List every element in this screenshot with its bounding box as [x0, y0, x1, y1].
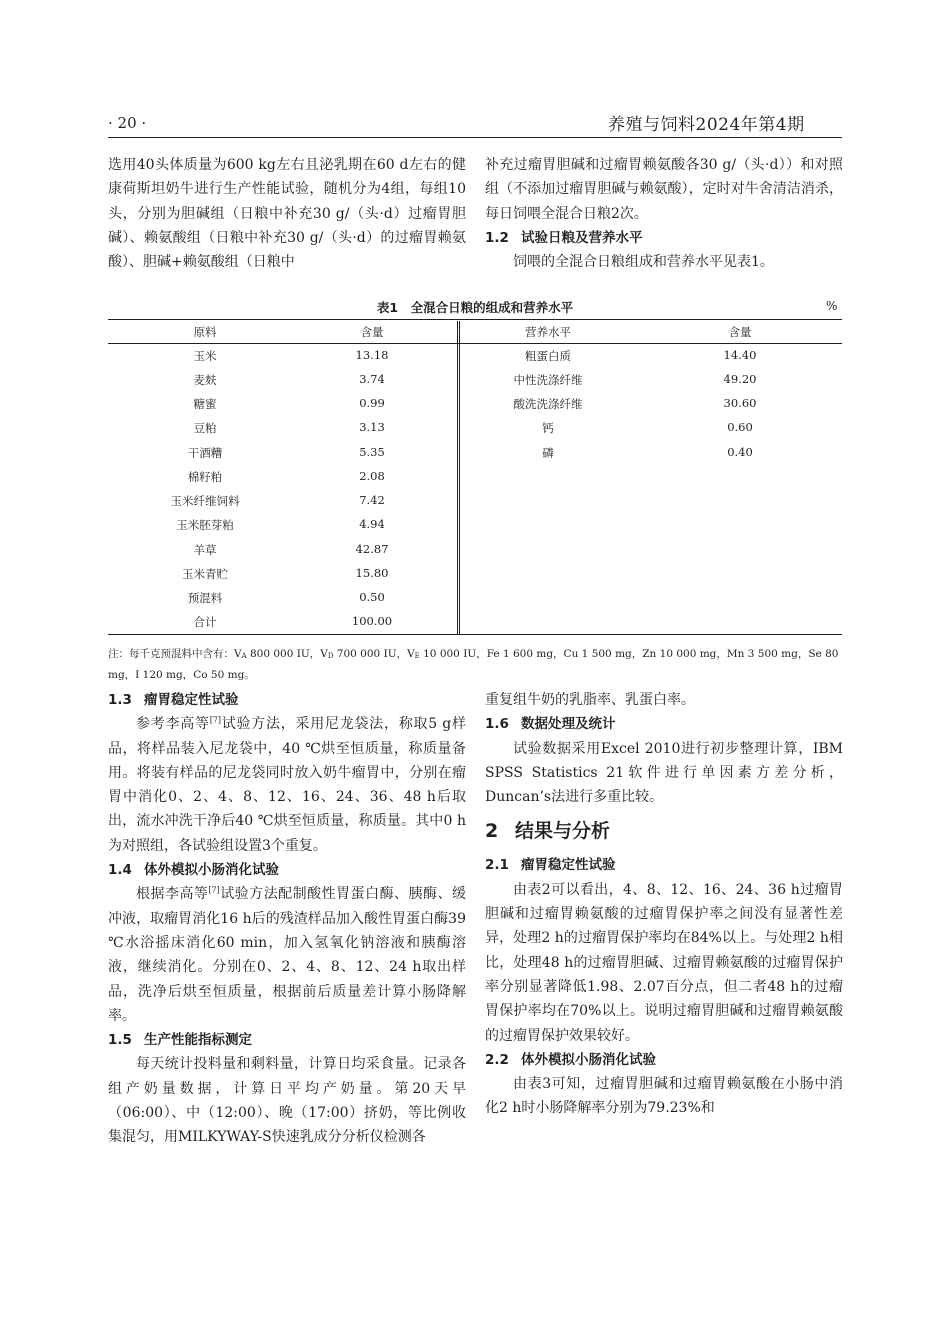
- section-2-1-heading: [485, 853, 843, 877]
- ingredient-name: 玉米: [193, 349, 217, 363]
- intro-left-column: [108, 153, 466, 274]
- section-1-6-text: 试验数据采用Excel 2010进行初步整理计算，IBM SPSS Statistics 21软件进行单因素方差分析，Duncan’s法进行多重比较。: [485, 740, 843, 806]
- table-column-divider: [457, 321, 460, 634]
- section-title: 结果与分析: [515, 820, 611, 843]
- section-2-heading: [485, 811, 843, 851]
- note-prefix: 注：每千克预混料中含有：: [108, 648, 234, 660]
- section-2-2-heading: [485, 1048, 843, 1072]
- section-number: 2.2: [485, 1051, 509, 1068]
- nutrient-name: 酸洗洗涤纤维: [513, 397, 583, 411]
- section-title: 体外模拟小肠消化试验: [521, 1051, 656, 1068]
- note-rest: Fe 1 600 mg，Cu 1 500 mg，Zn 10 000 mg，Mn 3 500 mg，Se 80 mg，I 120 mg，Co 50 mg。: [108, 648, 839, 681]
- nutrient-name: 磷: [542, 446, 554, 460]
- section-2-1-text: 由表2可以看出，4、8、12、16、24、36 h过瘤胃胆碱和过瘤胃赖氨酸的过瘤胃保护率之间没有显著性差异，处理2 h的过瘤胃保护率均在84%以上。与处理2 h相比，处理48 h的过瘤胃胆碱、过瘤胃赖氨酸的过瘤胃保护率分别显著降低1.98、2.07百分点，但二者48 h的过瘤胃保护率均在70%以上。说明过瘤胃胆碱和过瘤胃赖氨酸的过瘤胃保护效果较好。: [485, 881, 843, 1044]
- table-header-nutrient: 营养水平: [525, 325, 571, 339]
- nutrient-value: 14.40: [723, 348, 757, 362]
- citation-ref: [7]: [209, 715, 222, 725]
- nutrient-name: 钙: [542, 421, 554, 435]
- ingredient-name: 棉籽粕: [187, 470, 223, 484]
- section-number: 2.1: [485, 857, 509, 874]
- journal-title: 养殖与饲料2024年第4期: [608, 115, 805, 135]
- section-1-2-text: 饲喂的全混合日粮组成和营养水平见表1。: [513, 254, 774, 271]
- nutrient-value: 0.40: [727, 445, 753, 459]
- lower-right-column: [485, 688, 843, 1121]
- note-ve-sub: E: [414, 652, 420, 660]
- section-number: 1.2: [485, 229, 509, 246]
- ingredient-value: 3.13: [359, 420, 385, 434]
- note-vd-value: 700 000 IU，: [333, 648, 408, 660]
- text-run: 参考李高等: [136, 716, 210, 733]
- table-header-rule: [108, 343, 842, 344]
- section-number: 1.4: [108, 862, 132, 879]
- ingredient-name: 合计: [193, 615, 217, 629]
- section-2-2-text: 由表3可知，过瘤胃胆碱和过瘤胃赖氨酸在小肠中消化2 h时小肠降解率分别为79.23%和: [485, 1076, 843, 1117]
- ingredient-name: 干酒糟: [187, 446, 223, 460]
- section-1-3-text: [108, 712, 466, 858]
- section-1-5-heading: [108, 1028, 466, 1052]
- intro-right-column: [485, 153, 843, 274]
- section-title: 生产性能指标测定: [144, 1032, 252, 1049]
- ingredient-name: 玉米青贮: [182, 567, 228, 581]
- text-run: 试验方法配制酸性胃蛋白酶、胰酶、缓冲液，取瘤胃消化16 h后的残渣样品加入酸性胃蛋白酶39 ℃水浴摇床消化60 min，加入氢氧化钠溶液和胰酶溶液，继续消化。分别在0、2、4、8、12、24 h取出样品，洗净后烘至恒质量，根据前后质量差计算小肠降解率。: [108, 886, 466, 1024]
- section-number: 1.6: [485, 716, 509, 733]
- nutrient-value: 0.60: [727, 420, 753, 434]
- ingredient-name: 玉米胚芽粕: [176, 518, 234, 532]
- ingredient-value: 3.74: [359, 372, 385, 386]
- section-number: 1.5: [108, 1032, 132, 1049]
- continued-text: 重复组牛奶的乳脂率、乳蛋白率。: [485, 692, 695, 708]
- ingredient-value: 7.42: [359, 493, 385, 507]
- ingredient-value: 0.99: [359, 396, 385, 410]
- text-run: 试验方法，采用尼龙袋法，称取5 g样品，将样品装入尼龙袋中，40 ℃烘至恒质量，称质量备用。将装有样品的尼龙袋同时放入奶牛瘤胃中，分别在瘤胃中消化0、2、4、8、12、16、24、36、48 h后取出，流水冲洗干净后40 ℃烘至恒质量，称质量。其中0 h为对照组，各试验组设置3个重复。: [108, 716, 466, 854]
- section-title: 体外模拟小肠消化试验: [144, 862, 279, 879]
- note-ve-value: 10 000 IU，: [419, 648, 487, 660]
- ingredient-name: 预混料: [187, 591, 223, 605]
- table-caption: 表1 全混合日粮的组成和营养水平: [376, 300, 574, 315]
- nutrient-name: 粗蛋白质: [525, 349, 571, 363]
- page-number: · 20 ·: [108, 114, 147, 132]
- citation-ref: [7]: [208, 885, 220, 895]
- intro-left-paragraph: 选用40头体质量为600 kg左右且泌乳期在60 d左右的健康荷斯坦奶牛进行生产性能试验，随机分为4组，每组10头，分别为胆碱组（日粮中补充30 g/（头·d）过瘤胃胆碱）、赖氨酸组（日粮中补充30 g/（头·d）的过瘤胃赖氨酸）、胆碱+赖氨酸组（日粮中: [108, 157, 466, 271]
- section-title: 数据处理及统计: [521, 716, 616, 733]
- ingredient-name: 麦麸: [193, 373, 217, 387]
- note-va-value: 800 000 IU，: [246, 648, 321, 660]
- ingredient-value: 42.87: [355, 542, 389, 556]
- ingredient-name: 豆粕: [193, 421, 217, 435]
- ingredient-name: 羊草: [193, 543, 217, 557]
- section-title: 试验日粮及营养水平: [521, 229, 643, 246]
- note-va-sub: A: [241, 652, 247, 660]
- note-vd-sub: D: [327, 652, 334, 660]
- section-1-6-heading: [485, 712, 843, 736]
- section-1-4-heading: [108, 858, 466, 882]
- intro-right-paragraph: 补充过瘤胃胆碱和过瘤胃赖氨酸各30 g/（头·d））和对照组（不添加过瘤胃胆碱与赖氨酸），定时对牛舍清洁消杀，每日饲喂全混合日粮2次。: [485, 157, 843, 222]
- section-1-3-heading: [108, 688, 466, 712]
- note-vd-label: V: [320, 648, 328, 660]
- header-rule: [108, 137, 842, 138]
- ingredient-value: 13.18: [355, 348, 389, 362]
- ingredient-value: 4.94: [359, 517, 385, 531]
- text-run: 根据李高等: [136, 886, 209, 903]
- ingredient-name: 糖蜜: [193, 397, 217, 411]
- note-va-label: V: [234, 648, 242, 660]
- nutrient-value: 49.20: [723, 372, 757, 386]
- ingredient-value: 15.80: [355, 566, 389, 580]
- ingredient-value: 2.08: [359, 469, 385, 483]
- table-bottom-rule: [108, 634, 842, 635]
- nutrient-value: 30.60: [723, 396, 757, 410]
- table-unit: %: [826, 299, 838, 313]
- nutrient-name: 中性洗涤纤维: [513, 373, 583, 387]
- section-title: 瘤胃稳定性试验: [521, 857, 616, 874]
- ingredient-value: 5.35: [359, 445, 385, 459]
- lower-left-column: [108, 688, 466, 1150]
- section-number: 1.3: [108, 692, 132, 708]
- note-ve-label: V: [407, 648, 415, 660]
- table-header-ingredient: 原料: [193, 325, 217, 339]
- table-note: [108, 645, 842, 685]
- section-number: 2: [485, 820, 499, 843]
- section-1-2-heading: [485, 226, 843, 250]
- ingredient-value: 100.00: [351, 614, 393, 628]
- ingredient-name: 玉米纤维饲料: [170, 494, 240, 508]
- section-1-5-text: 每天统计投料量和剩料量，计算日均采食量。记录各组产奶量数据，计算日平均产奶量。第20天早（06:00）、中（12:00）、晚（17:00）挤奶，等比例收集混匀，用MILKYWAY-S快速乳成分分析仪检测各: [108, 1056, 466, 1146]
- table-top-rule: [108, 319, 842, 320]
- ingredient-value: 0.50: [359, 590, 385, 604]
- table-header-nutrient-content: 含量: [728, 325, 752, 339]
- section-1-4-text: [108, 882, 466, 1028]
- section-title: 瘤胃稳定性试验: [144, 692, 239, 708]
- table-header-content: 含量: [360, 325, 384, 339]
